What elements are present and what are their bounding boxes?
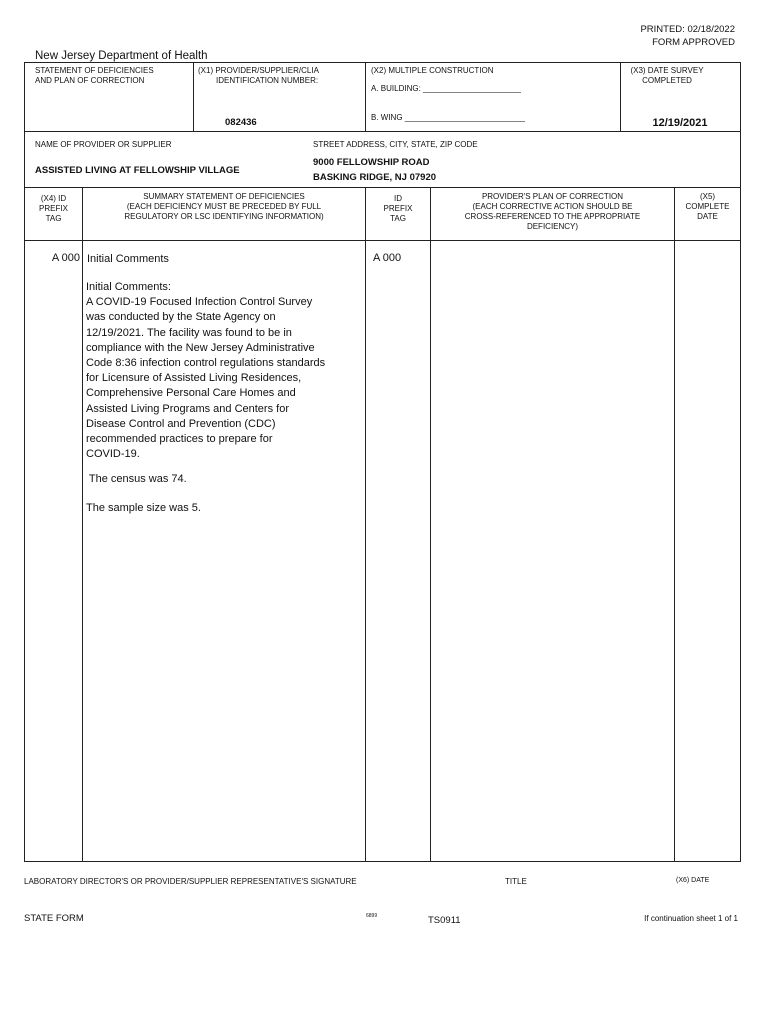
x2-label: (X2) MULTIPLE CONSTRUCTION	[371, 66, 494, 75]
entry-line: A COVID-19 Focused Infection Control Survey	[86, 296, 313, 309]
statement-label	[35, 66, 154, 86]
provider-name-label: NAME OF PROVIDER OR SUPPLIER	[35, 140, 172, 149]
sample-text: The sample size was 5.	[86, 502, 201, 514]
col-divider-1	[82, 187, 83, 862]
id-header-line-3: TAG	[390, 214, 406, 223]
signature-label: LABORATORY DIRECTOR'S OR PROVIDER/SUPPLIER REPRESENTATIVE'S SIGNATURE	[24, 877, 357, 886]
summary-header-line-3: REGULATORY OR LSC IDENTIFYING INFORMATION)	[124, 212, 324, 221]
x4-header	[25, 194, 82, 224]
divider-x1	[193, 62, 194, 132]
x5-header-line-2: COMPLETE	[685, 202, 730, 211]
outer-top-border	[24, 62, 741, 63]
outer-right-border	[740, 62, 741, 862]
entry-line: Initial Comments:	[86, 281, 171, 293]
plan-header-line-3: CROSS-REFERENCED TO THE APPROPRIATE	[464, 212, 641, 221]
form-code: 6899	[366, 913, 378, 919]
x2-building: A. BUILDING: ______________________	[371, 84, 521, 93]
x5-header-line-3: DATE	[697, 212, 718, 221]
tag-left: A 000	[51, 252, 80, 264]
entry-line: compliance with the New Jersey Administrative	[86, 341, 315, 354]
col-divider-2	[365, 187, 366, 862]
summary-header-line-1: SUMMARY STATEMENT OF DEFICIENCIES	[143, 192, 305, 201]
col-header-bottom	[24, 240, 741, 241]
statement-line-2: AND PLAN OF CORRECTION	[35, 76, 145, 85]
statement-line-1: STATEMENT OF DEFICIENCIES	[35, 66, 154, 75]
entry-line: 12/19/2021. The facility was found to be in	[86, 326, 292, 339]
x1-id-number: 082436	[225, 117, 257, 128]
summary-header	[83, 192, 365, 222]
x1-label	[198, 66, 319, 86]
survey-date: 12/19/2021	[652, 117, 708, 129]
id-header-line-1: ID	[394, 194, 402, 203]
x5-header-line-1: (X5)	[699, 192, 716, 201]
entry-line: was conducted by the State Agency on	[86, 311, 276, 324]
entry-line: Comprehensive Personal Care Homes and	[86, 387, 296, 400]
x5-header	[675, 192, 740, 222]
top-row-bottom	[24, 131, 741, 132]
tag-right: A 000	[373, 252, 402, 264]
id-header	[366, 194, 430, 224]
x1-line-2: IDENTIFICATION NUMBER:	[216, 76, 319, 85]
id-header-line-2: PREFIX	[383, 204, 413, 213]
x3-line-2: COMPLETED	[642, 76, 692, 85]
x4-header-line-3: TAG	[45, 214, 62, 223]
x4-header-line-1: (X4) ID	[40, 194, 67, 203]
x4-header-line-2: PREFIX	[39, 204, 68, 213]
x3-line-1: (X3) DATE SURVEY	[630, 66, 704, 75]
state-form-label: STATE FORM	[24, 913, 84, 924]
outer-bottom-border	[24, 861, 741, 862]
plan-header-line-1: PROVIDER'S PLAN OF CORRECTION	[481, 192, 624, 201]
entry-heading: Initial Comments	[87, 253, 169, 265]
entry-line: Code 8:36 infection control regulations standards	[86, 357, 326, 370]
plan-header-line-2: (EACH CORRECTIVE ACTION SHOULD BE	[472, 202, 633, 211]
entry-body	[86, 280, 361, 462]
continuation-sheet: If continuation sheet 1 of 1	[644, 914, 738, 923]
printed-date: PRINTED: 02/18/2022	[640, 24, 735, 35]
address-label: STREET ADDRESS, CITY, STATE, ZIP CODE	[313, 140, 478, 149]
plan-header-line-4: DEFICIENCY)	[526, 222, 579, 231]
census-text: The census was 74.	[86, 473, 187, 485]
entry-line: for Licensure of Assisted Living Residences,	[86, 372, 302, 385]
col-divider-4	[674, 187, 675, 862]
entry-line: COVID-19.	[86, 448, 140, 461]
form-id: TS0911	[428, 915, 461, 926]
summary-header-line-2: (EACH DEFICIENCY MUST BE PRECEDED BY FULL	[126, 202, 322, 211]
entry-line: Assisted Living Programs and Centers for	[86, 402, 289, 415]
provider-name: ASSISTED LIVING AT FELLOWSHIP VILLAGE	[35, 165, 240, 176]
x2-wing: B. WING ___________________________	[371, 113, 525, 122]
title-label: TITLE	[505, 877, 527, 886]
provider-row-bottom	[24, 187, 741, 188]
signature-date-label: (X6) DATE	[676, 877, 710, 884]
entry-line: Disease Control and Prevention (CDC)	[86, 417, 276, 430]
plan-header	[431, 192, 674, 232]
divider-x2	[365, 62, 366, 132]
form-status: FORM APPROVED	[652, 37, 735, 48]
col-divider-3	[430, 187, 431, 862]
x1-line-1: (X1) PROVIDER/SUPPLIER/CLIA	[198, 66, 319, 75]
entry-line: recommended practices to prepare for	[86, 433, 273, 446]
x3-label	[622, 66, 712, 86]
department-name: New Jersey Department of Health	[35, 50, 208, 62]
address-line-2: BASKING RIDGE, NJ 07920	[313, 172, 437, 183]
address-line-1: 9000 FELLOWSHIP ROAD	[313, 157, 430, 168]
outer-left-border	[24, 62, 25, 862]
